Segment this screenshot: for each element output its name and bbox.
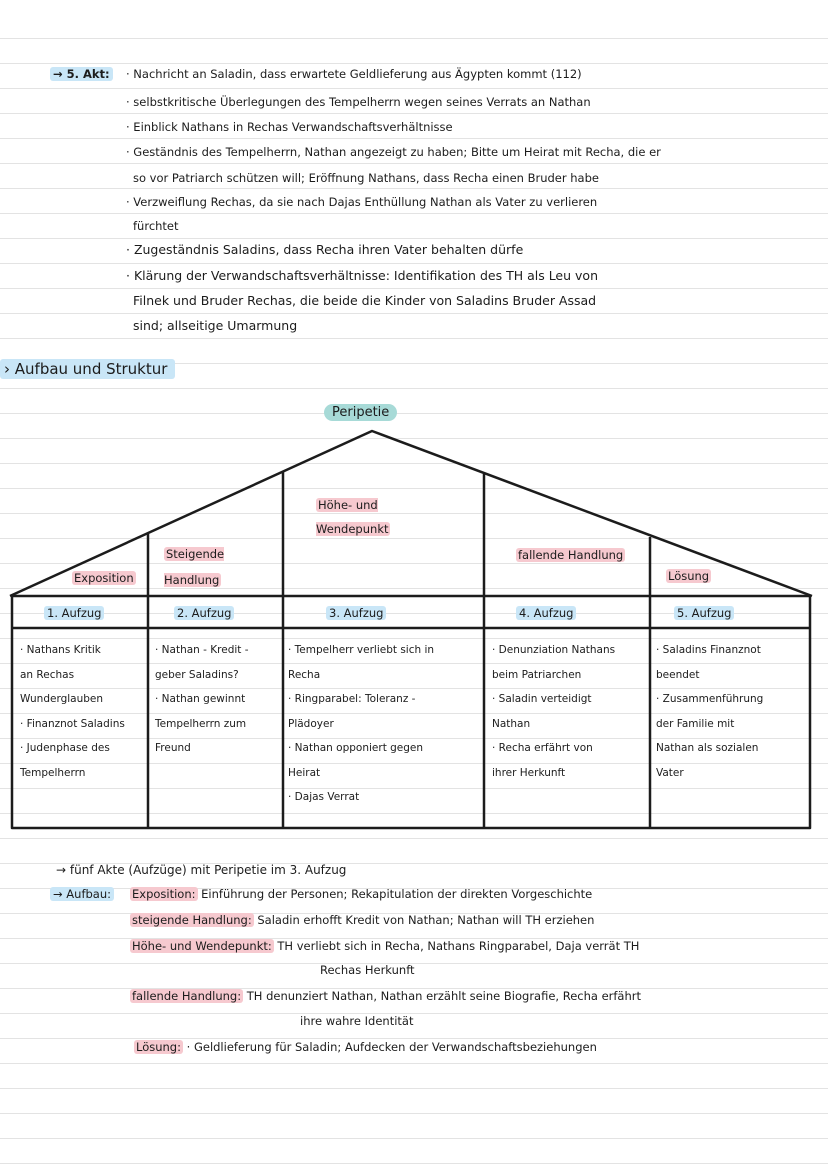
act5-line: · Zugeständnis Saladins, dass Recha ihren Vater behalten dürfe — [126, 242, 524, 257]
act5-line: fürchtet — [133, 219, 179, 233]
act-label-5: 5. Aufzug — [674, 605, 734, 621]
act2-content: · Nathan - Kredit - geber Saladins? · Nathan gewinnt Tempelherrn zum Freund — [155, 644, 249, 754]
aufbau-item-cont: Rechas Herkunft — [320, 963, 415, 977]
act-label-1: 1. Aufzug — [44, 605, 104, 621]
act-label-3: 3. Aufzug — [326, 605, 386, 621]
act5-line: · Klärung der Verwandschaftsverhältnisse: Identifikation des TH als Leu von — [126, 268, 598, 283]
act5-line: Filnek und Bruder Rechas, die beide die Kinder von Saladins Bruder Assad — [133, 293, 597, 308]
act1-content: · Nathans Kritik an Rechas Wunderglauben · Finanznot Saladins · Judenphase des Tempelherrn — [20, 644, 125, 779]
act5-line: · Nachricht an Saladin, dass erwartete Geldlieferung aus Ägypten kommt (112) — [126, 67, 582, 81]
summary-line: → fünf Akte (Aufzüge) mit Peripetie im 3. Aufzug — [56, 863, 347, 877]
act-label-2: 2. Aufzug — [174, 605, 234, 621]
aufbau-item: steigende Handlung: Saladin erhofft Kredit von Nathan; Nathan will TH erziehen — [132, 913, 595, 927]
act5-line: · Geständnis des Tempelherrn, Nathan angezeigt zu haben; Bitte um Heirat mit Recha, die er — [126, 145, 661, 159]
act5-line: · Einblick Nathans in Rechas Verwandschaftsverhältnisse — [126, 120, 453, 134]
act4-content: · Denunziation Nathans beim Patriarchen · Saladin verteidigt Nathan · Recha erfährt von ihrer Herkunft — [492, 644, 616, 779]
peak-label: Peripetie — [324, 405, 397, 421]
stage-fallende-handlung: fallende Handlung — [518, 548, 624, 562]
act5-line: sind; allseitige Umarmung — [133, 318, 298, 333]
act5-label: → 5. Akt: — [50, 66, 113, 82]
act5-line: so vor Patriarch schützen will; Eröffnung Nathans, dass Recha einen Bruder habe — [133, 171, 599, 185]
stage-exposition: Exposition — [74, 571, 134, 585]
aufbau-item: Lösung: · Geldlieferung für Saladin; Aufdecken der Verwandschaftsbeziehungen — [136, 1040, 597, 1054]
aufbau-item: Höhe- und Wendepunkt: TH verliebt sich in Recha, Nathans Ringparabel, Daja verrät TH — [132, 939, 640, 953]
aufbau-item: Exposition: Einführung der Personen; Rekapitulation der direkten Vorgeschichte — [132, 887, 593, 901]
aufbau-item-cont: ihre wahre Identität — [300, 1014, 414, 1028]
section-title: › Aufbau und Struktur — [0, 361, 175, 378]
aufbau-item: fallende Handlung: TH denunziert Nathan, Nathan erzählt seine Biografie, Recha erfährt — [132, 989, 642, 1003]
act5-content: · Saladins Finanznot beendet · Zusammenführung der Familie mit Nathan als sozialen Vater — [656, 644, 764, 779]
stage-hoehepunkt: Höhe- und Wendepunkt — [316, 498, 389, 536]
act-label-4: 4. Aufzug — [516, 605, 576, 621]
aufbau-label: → Aufbau: — [50, 886, 114, 902]
stage-loesung: Lösung — [668, 569, 710, 583]
act5-line: · selbstkritische Überlegungen des Tempelherrn wegen seines Verrats an Nathan — [126, 95, 591, 109]
act5-line: · Verzweiflung Rechas, da sie nach Dajas Enthüllung Nathan als Vater zu verlieren — [126, 195, 598, 209]
act3-content: · Tempelherr verliebt sich in Recha · Ringparabel: Toleranz - Plädoyer · Nathan opponiert gegen Heirat · Dajas Verrat — [288, 644, 435, 803]
stage-steigende-handlung: Steigende Handlung — [164, 547, 225, 587]
